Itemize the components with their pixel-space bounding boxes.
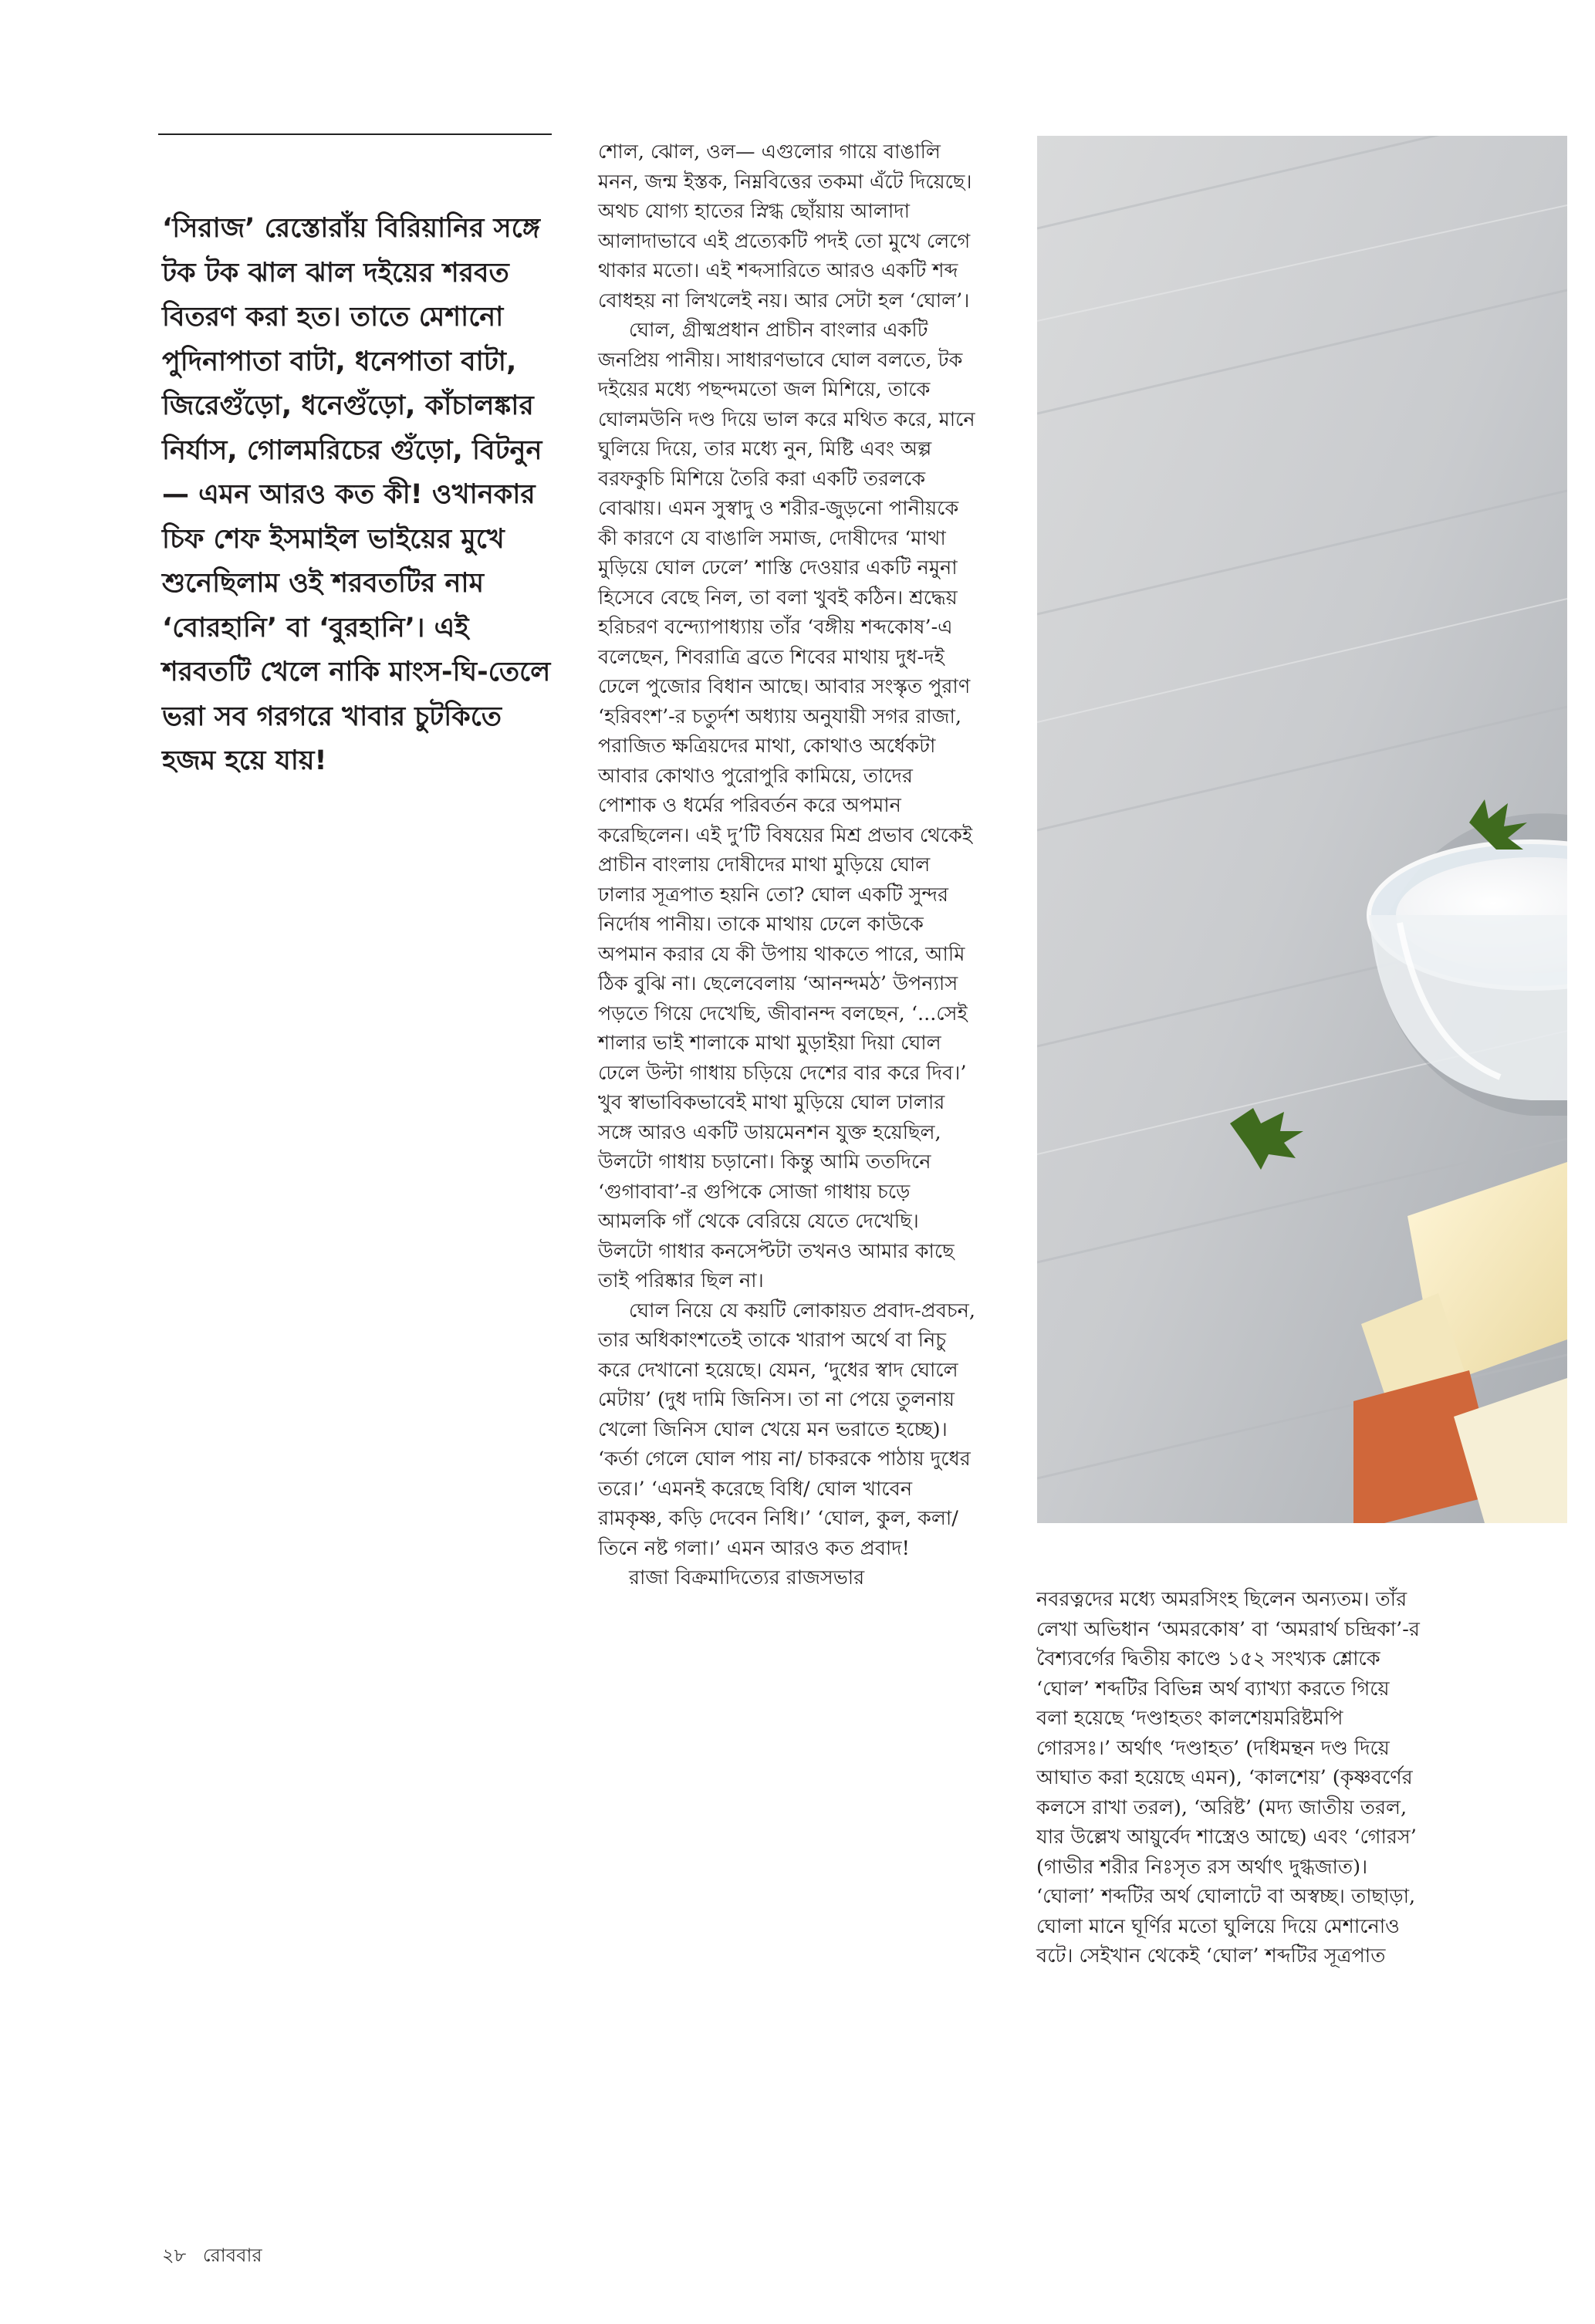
magazine-name: রোববার xyxy=(202,2245,262,2266)
article-paragraph: ঘোল নিয়ে যে কয়টি লোকায়ত প্রবাদ-প্রবচন, তার অধিকাংশতেই তাকে খারাপ অর্থে বা নিচু করে দেখানো হয়েছে। যেমন, ‘দুধের স্বাদ ঘোলে মেটায়’ (দুধ দামি জিনিস। তা না পেয়ে তুলনায় খেলো জিনিস ঘোল খেয়ে মন ভরাতে হচ্ছে)। ‘কর্তা গেলে ঘোল পায় না/ চাকরকে পাঠায় দুধের তরে।’ ‘এমনই করেছে বিধি/ ঘোল খাবেন রামকৃষ্ণ, কড়ি দেবেন নিধি।’ ‘ঘোল, কুল, কলা/ তিনে নষ্ট গলা।’ এমন আরও কত প্রবাদ! xyxy=(598,1299,975,1560)
article-column-middle xyxy=(598,137,976,1593)
article-paragraph: শোল, ঝোল, ওল— এগুলোর গায়ে বাঙালি মনন, জন্ম ইস্তক, নিম্নবিত্তের তকমা এঁটে দিয়েছে। অথচ যোগ্য হাতের স্নিগ্ধ ছোঁয়ায় আলাদা আলাদাভাবে এই প্রত্যেকটি পদই তো মুখে লেগে থাকার মতো। এই শব্দসারিতে আরও একটি শব্দ বোধহয় না লিখলেই নয়। আর সেটা হল ‘ঘোল’। xyxy=(598,140,972,312)
article-paragraph: রাজা বিক্রমাদিত্যের রাজসভার xyxy=(629,1566,865,1589)
buttermilk-illustration xyxy=(1037,136,1567,1523)
top-rule xyxy=(158,133,552,135)
pull-quote: ‘সিরাজ’ রেস্তোরাঁয় বিরিয়ানির সঙ্গে টক টক ঝাল ঝাল দইয়ের শরবত বিতরণ করা হত। তাতে মেশানো পুদিনাপাতা বাটা, ধনেপাতা বাটা, জিরেগুঁড়ো, ধনেগুঁড়ো, কাঁচালঙ্কার নির্যাস, গোলমরিচের গুঁড়ো, বিটনুন— এমন আরও কত কী! ওখানকার চিফ শেফ ইসমাইল ভাইয়ের মুখে শুনেছিলাম ওই শরবতটির নাম ‘বোরহানি’ বা ‘বুরহানি’। এই শরবতটি খেলে নাকি মাংস-ঘি-তেলে ভরা সব গরগরে খাবার চুটকিতে হজম হয়ে যায়! xyxy=(162,213,551,776)
article-paragraph: ঘোল, গ্রীষ্মপ্রধান প্রাচীন বাংলার একটি জনপ্রিয় পানীয়। সাধারণভাবে ঘোল বলতে, টক দইয়ের মধ্যে পছন্দমতো জল মিশিয়ে, তাকে ঘোলমউনি দণ্ড দিয়ে ভাল করে মথিত করে, মানে ঘুলিয়ে দিয়ে, তার মধ্যে নুন, মিষ্টি এবং অল্প বরফকুচি মিশিয়ে তৈরি করা একটি তরলকে বোঝায়। এমন সুস্বাদু ও শরীর-জুড়নো পানীয়কে কী কারণে যে বাঙালি সমাজ, দোষীদের ‘মাথা মুড়িয়ে ঘোল ঢেলে’ শাস্তি দেওয়ার একটি নমুনা হিসেবে বেছে নিল, তা বলা খুবই কঠিন। শ্রদ্ধেয় হরিচরণ বন্দ্যোপাধ্যায় তাঁর ‘বঙ্গীয় শব্দকোষ’-এ বলেছেন, শিবরাত্রি ব্রতে শিবের মাথায় দুধ-দই ঢেলে পুজোর বিধান আছে। আবার সংস্কৃত পুরাণ ‘হরিবংশ’-র চতুর্দশ অধ্যায় অনুযায়ী সগর রাজা, পরাজিত ক্ষত্রিয়দের মাথা, কোথাও অর্ধেকটা আবার কোথাও পুরোপুরি কামিয়ে, তাদের পোশাক ও ধর্মের পরিবর্তন করে অপমান করেছিলেন। এই দু’টি বিষয়ের মিশ্র প্রভাব থেকেই প্রাচীন বাংলায় দোষীদের মাথা মুড়িয়ে ঘোল ঢালার সূত্রপাত হয়নি তো? ঘোল একটি সুন্দর নির্দোষ পানীয়। তাকে মাথায় ঢেলে কাউকে অপমান করার যে কী উপায় থাকতে পারে, আমি ঠিক বুঝি না। ছেলেবেলায় ‘আনন্দমঠ’ উপন্যাস পড়তে গিয়ে দেখেছি, জীবানন্দ বলছেন, ‘...সেই শালার ভাই শালাকে মাথা মুড়াইয়া দিয়া ঘোল ঢেলে উল্টা গাধায় চড়িয়ে দেশের বার করে দিব।’ খুব স্বাভাবিকভাবেই মাথা মুড়িয়ে ঘোল ঢালার সঙ্গে আরও একটি ডায়মেনশন যুক্ত হয়েছিল, উলটো গাধায় চড়ানো। কিন্তু আমি ততদিনে ‘গুগাবাবা’-র গুপিকে সোজা গাধায় চড়ে আমলকি গাঁ থেকে বেরিয়ে যেতে দেখেছি। উলটো গাধার কনসেপ্টটা তখনও আমার কাছে তাই পরিষ্কার ছিল না। xyxy=(598,319,975,1292)
article-column-right xyxy=(1036,1585,1422,1971)
page-number: ২৮ xyxy=(162,2245,187,2266)
page-footer xyxy=(162,2241,262,2272)
buttermilk-photo xyxy=(1037,136,1567,1523)
article-paragraph: নবরত্নদের মধ্যে অমরসিংহ ছিলেন অন্যতম। তাঁর লেখা অভিধান ‘অমরকোষ’ বা ‘অমরার্থ চন্দ্রিকা’-র বৈশ্যবর্গের দ্বিতীয় কাণ্ডে ১৫২ সংখ্যক শ্লোকে ‘ঘোল’ শব্দটির বিভিন্ন অর্থ ব্যাখ্যা করতে গিয়ে বলা হয়েছে ‘দণ্ডাহতং কালশেয়মরিষ্টমপি গোরসঃ।’ অর্থাৎ ‘দণ্ডাহত’ (দধিমন্থন দণ্ড দিয়ে আঘাত করা হয়েছে এমন), ‘কালশেয়’ (কৃষ্ণবর্ণের কলসে রাখা তরল), ‘অরিষ্ট’ (মদ্য জাতীয় তরল, যার উল্লেখ আয়ুর্বেদ শাস্ত্রেও আছে) এবং ‘গোরস’ (গাভীর শরীর নিঃসৃত রস অর্থাৎ দুগ্ধজাত)। ‘ঘোলা’ শব্দটির অর্থ ঘোলাটে বা অস্বচ্ছ। তাছাড়া, ঘোলা মানে ঘূর্ণির মতো ঘুলিয়ে দিয়ে মেশানোও বটে। সেইখান থেকেই ‘ঘোল’ শব্দটির সূত্রপাত xyxy=(1036,1588,1420,1968)
